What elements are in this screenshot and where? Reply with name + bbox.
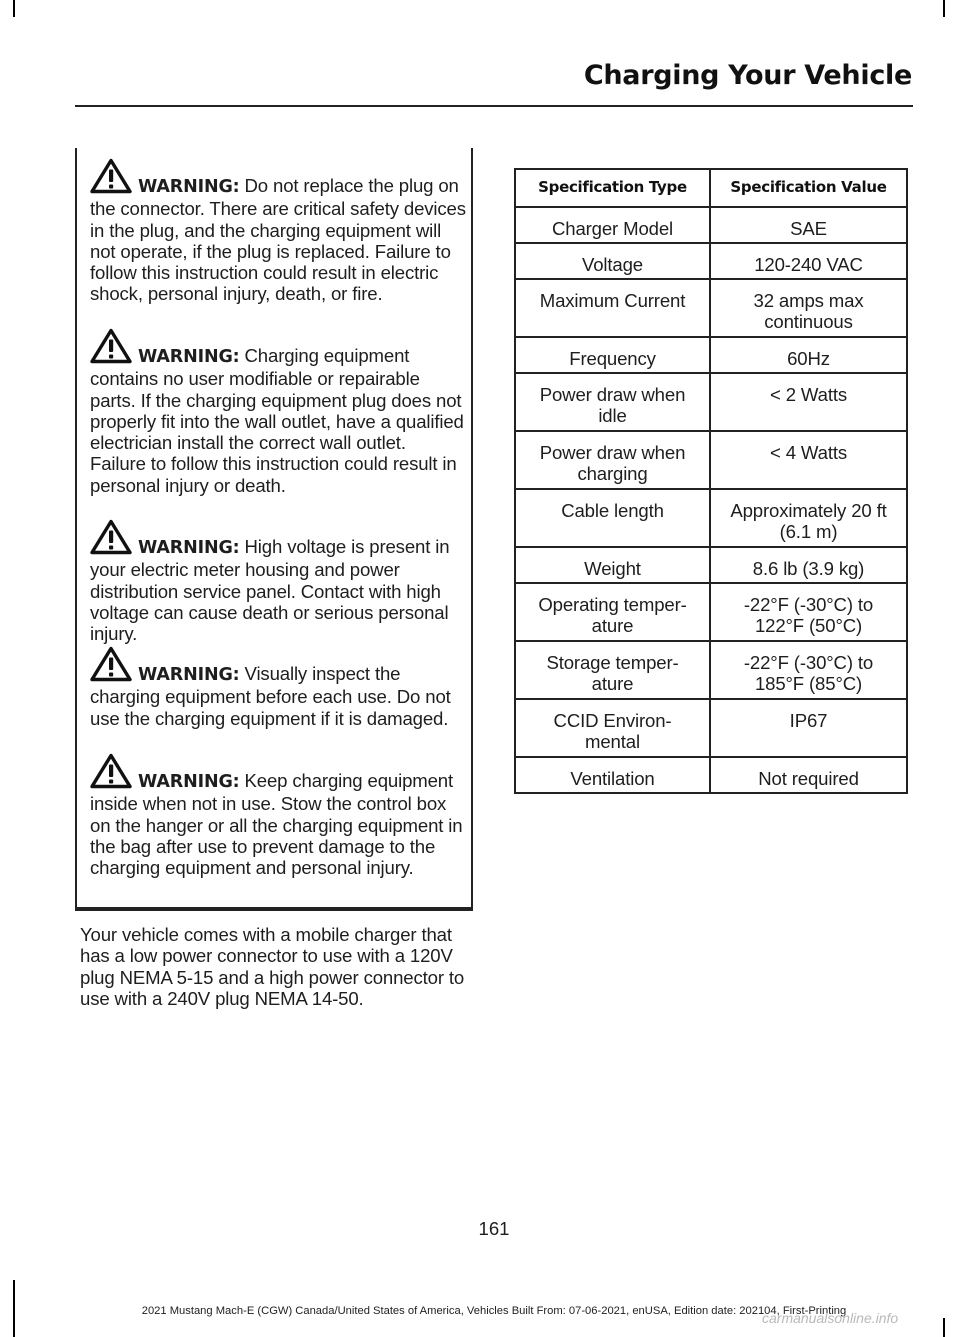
table-row xyxy=(515,373,907,431)
spec-value-cell: Approximately 20 ft (6.1 m) xyxy=(710,489,907,547)
crop-mark-top-left xyxy=(13,0,15,17)
intro-paragraph: Your vehicle comes with a mobile charger that has a low power connector to use with a 120V plug NEMA 5-15 and a high power connector to use with a 240V plug NEMA 14-50. xyxy=(80,924,465,1009)
table-row xyxy=(515,699,907,757)
title-rule xyxy=(75,105,913,107)
crop-mark-top-right xyxy=(943,0,945,17)
warning-text: Do not replace the plug on the connector. There are critical safety devices in the plug, and the charging equipment will not operate, if the plug is replaced. Failure to follow this instruction could result in electric shock, personal injury, death, or fire. xyxy=(90,175,466,305)
warning-label: WARNING: xyxy=(138,665,240,685)
warning-label: WARNING: xyxy=(138,538,240,558)
spec-value-cell: SAE xyxy=(710,207,907,243)
table-row xyxy=(515,489,907,547)
warning-label: WARNING: xyxy=(138,177,240,197)
specification-table xyxy=(514,168,908,794)
table-row xyxy=(515,641,907,699)
table-header-row xyxy=(515,169,907,207)
warning-triangle-icon xyxy=(90,158,132,194)
page-title: Charging Your Vehicle xyxy=(583,60,912,91)
warning-triangle-icon xyxy=(90,753,132,789)
table-row xyxy=(515,279,907,337)
warning-triangle-icon xyxy=(90,519,132,555)
spec-value-cell: IP67 xyxy=(710,699,907,757)
spec-value-cell: -22°F (-30°C) to 185°F (85°C) xyxy=(710,641,907,699)
spec-type-cell: Ventilation xyxy=(515,757,710,793)
header-specification-value: Specification Value xyxy=(710,169,907,207)
warning-1 xyxy=(90,158,466,305)
table-row xyxy=(515,243,907,279)
warning-label: WARNING: xyxy=(138,772,240,792)
spec-value-cell: < 4 Watts xyxy=(710,431,907,489)
spec-value-cell: 8.6 lb (3.9 kg) xyxy=(710,547,907,583)
warning-label: WARNING: xyxy=(138,347,240,367)
warning-text: Charging equipment contains no user modifiable or repairable parts. If the charging equipment plug does not properly fit into the wall outlet, have a qualified electrician install the correct wall outlet. Failure to follow this instruction could result in personal injury or death. xyxy=(90,345,464,496)
warning-text: Keep charging equipment inside when not in use. Stow the control box on the hanger or all the charging equipment in the bag after use to prevent damage to the charging equipment and personal injury. xyxy=(90,770,463,879)
warning-2 xyxy=(90,328,466,496)
spec-type-cell: Voltage xyxy=(515,243,710,279)
spec-type-cell: Operating temper-ature xyxy=(515,583,710,641)
warning-5 xyxy=(90,753,466,878)
warning-4 xyxy=(90,646,466,729)
spec-type-cell: Storage temper-ature xyxy=(515,641,710,699)
spec-type-cell: Cable length xyxy=(515,489,710,547)
spec-value-cell: < 2 Watts xyxy=(710,373,907,431)
warning-triangle-icon xyxy=(90,328,132,364)
spec-value-cell: 120-240 VAC xyxy=(710,243,907,279)
spec-type-cell: Power draw when charging xyxy=(515,431,710,489)
spec-value-cell: -22°F (-30°C) to 122°F (50°C) xyxy=(710,583,907,641)
spec-type-cell: CCID Environ-mental xyxy=(515,699,710,757)
spec-type-cell: Charger Model xyxy=(515,207,710,243)
warning-text: High voltage is present in your electric meter housing and power distribution service panel. Contact with high voltage can cause death or serious personal injury. xyxy=(90,536,450,645)
warning-3 xyxy=(90,519,466,644)
crop-mark-bottom-right xyxy=(943,1318,945,1337)
spec-type-cell: Power draw when idle xyxy=(515,373,710,431)
warning-text: Visually inspect the charging equipment before each use. Do not use the charging equipment if it is damaged. xyxy=(90,663,451,729)
table-row xyxy=(515,547,907,583)
warning-triangle-icon xyxy=(90,646,132,682)
page-number: 161 xyxy=(478,1218,510,1239)
table-row xyxy=(515,583,907,641)
spec-value-cell: 60Hz xyxy=(710,337,907,373)
table-row xyxy=(515,207,907,243)
spec-value-cell: Not required xyxy=(710,757,907,793)
header-specification-type: Specification Type xyxy=(515,169,710,207)
spec-type-cell: Frequency xyxy=(515,337,710,373)
footer-edition-info: 2021 Mustang Mach-E (CGW) Canada/United States of America, Vehicles Built From: 07-06-2021, enUSA, Edition date: 202104, First-Printing xyxy=(141,1305,847,1317)
table-row xyxy=(515,757,907,793)
table-row xyxy=(515,337,907,373)
spec-type-cell: Maximum Current xyxy=(515,279,710,337)
watermark-logo: carmanualsonline.info xyxy=(762,1310,899,1326)
table-row xyxy=(515,431,907,489)
spec-value-cell: 32 amps max continuous xyxy=(710,279,907,337)
spec-type-cell: Weight xyxy=(515,547,710,583)
